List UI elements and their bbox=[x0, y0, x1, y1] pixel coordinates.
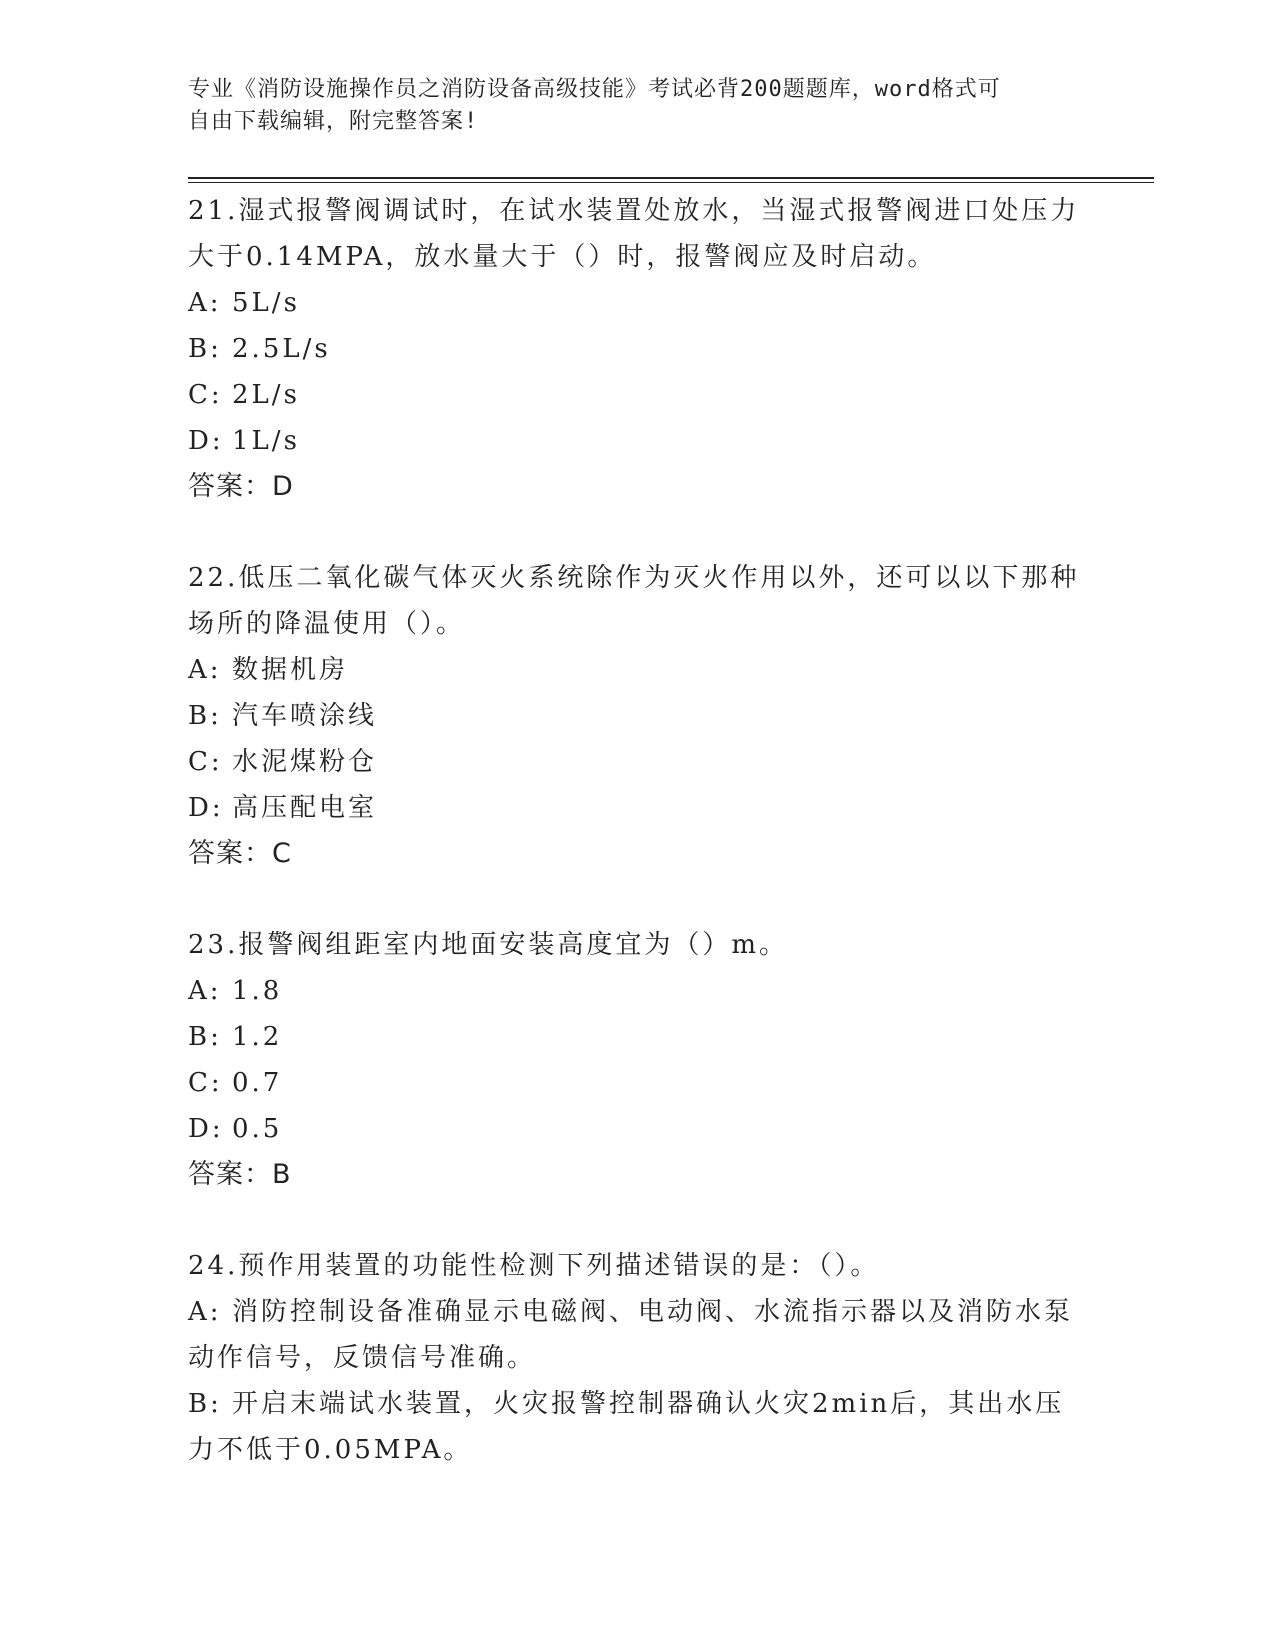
option-c bbox=[188, 1060, 1088, 1106]
option-text: 1.2 bbox=[232, 1022, 283, 1052]
question-21 bbox=[188, 188, 1088, 510]
option-text: 0.7 bbox=[232, 1068, 283, 1098]
option-c bbox=[188, 372, 1088, 418]
option-a bbox=[188, 1289, 1088, 1335]
question-text-line: 大于0.14MPA，放水量大于（）时，报警阀应及时启动。 bbox=[188, 242, 937, 272]
header-line-1: 专业《消防设施操作员之消防设备高级技能》考试必背200题题库，word格式可 bbox=[188, 77, 1001, 102]
answer-label: 答案：C bbox=[188, 838, 292, 869]
option-b bbox=[188, 326, 1088, 372]
option-letter: B: bbox=[188, 334, 222, 364]
option-text: 1.8 bbox=[232, 976, 283, 1006]
option-a-continued: 动作信号，反馈信号准确。 bbox=[188, 1343, 537, 1373]
option-text: 开启末端试水装置，火灾报警控制器确认火灾2min后，其出水压 bbox=[232, 1389, 1065, 1419]
question-text-line: 24.预作用装置的功能性检测下列描述错误的是：（）。 bbox=[188, 1251, 880, 1281]
question-list bbox=[188, 188, 1088, 1473]
option-text: 2L/s bbox=[232, 380, 300, 410]
option-letter: A: bbox=[188, 976, 222, 1006]
option-text: 高压配电室 bbox=[232, 793, 378, 823]
option-letter: B: bbox=[188, 1022, 222, 1052]
option-a bbox=[188, 647, 1088, 693]
option-text: 0.5 bbox=[232, 1114, 283, 1144]
option-letter: D: bbox=[188, 1114, 224, 1144]
option-b bbox=[188, 693, 1088, 739]
question-23 bbox=[188, 922, 1088, 1198]
option-text: 2.5L/s bbox=[232, 334, 331, 364]
option-c bbox=[188, 739, 1088, 785]
document-header bbox=[188, 74, 1088, 138]
answer-label: 答案：D bbox=[188, 471, 294, 502]
option-letter: B: bbox=[188, 701, 222, 731]
option-letter: C: bbox=[188, 1068, 223, 1098]
question-text-line: 22.低压二氧化碳气体灭火系统除作为灭火作用以外，还可以以下那种 bbox=[188, 563, 1080, 593]
option-letter: A: bbox=[188, 655, 222, 685]
header-line-2: 自由下载编辑，附完整答案! bbox=[188, 109, 479, 134]
option-text: 水泥煤粉仓 bbox=[232, 747, 378, 777]
option-text: 1L/s bbox=[232, 426, 300, 456]
option-text: 消防控制设备准确显示电磁阀、电动阀、水流指示器以及消防水泵 bbox=[232, 1297, 1074, 1327]
option-letter: D: bbox=[188, 793, 224, 823]
option-letter: B: bbox=[188, 1389, 222, 1419]
option-letter: C: bbox=[188, 380, 223, 410]
option-letter: D: bbox=[188, 426, 224, 456]
question-22 bbox=[188, 555, 1088, 877]
option-d bbox=[188, 418, 1088, 464]
option-d bbox=[188, 1106, 1088, 1152]
question-24 bbox=[188, 1243, 1088, 1473]
option-text: 数据机房 bbox=[232, 655, 349, 685]
option-text: 汽车喷涂线 bbox=[232, 701, 378, 731]
option-a bbox=[188, 280, 1088, 326]
option-a bbox=[188, 968, 1088, 1014]
question-text-line: 23.报警阀组距室内地面安装高度宜为（）m。 bbox=[188, 930, 789, 960]
option-letter: C: bbox=[188, 747, 223, 777]
header-divider-thick bbox=[188, 177, 1154, 179]
option-b bbox=[188, 1381, 1088, 1427]
option-b bbox=[188, 1014, 1088, 1060]
question-text-line: 21.湿式报警阀调试时，在试水装置处放水，当湿式报警阀进口处压力 bbox=[188, 196, 1080, 226]
answer-label: 答案：B bbox=[188, 1159, 292, 1190]
option-text: 5L/s bbox=[232, 288, 300, 318]
option-b-continued: 力不低于0.05MPA。 bbox=[188, 1435, 473, 1465]
header-divider-thin bbox=[188, 182, 1154, 183]
option-letter: A: bbox=[188, 288, 222, 318]
option-d bbox=[188, 785, 1088, 831]
option-letter: A: bbox=[188, 1297, 222, 1327]
question-text-line: 场所的降温使用（）。 bbox=[188, 609, 466, 639]
